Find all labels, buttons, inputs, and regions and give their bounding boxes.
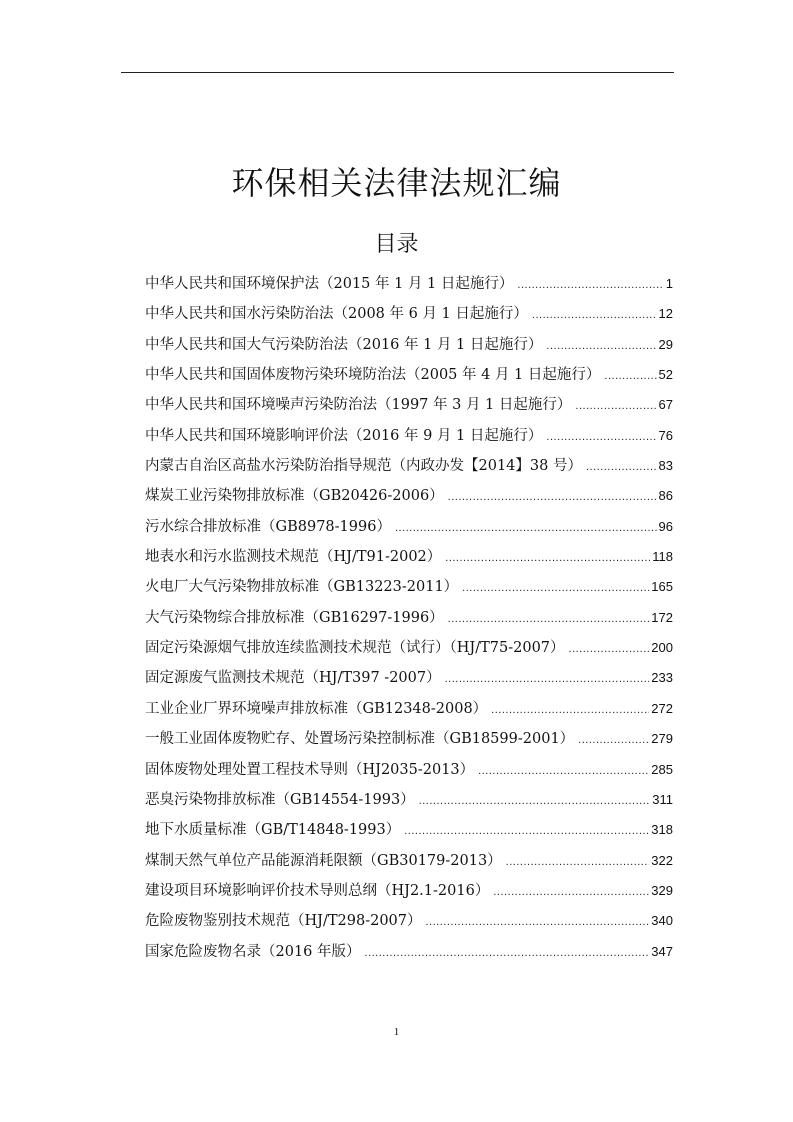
toc-entry-page[interactable]: 285	[651, 761, 673, 777]
toc-entry-title[interactable]: 恶臭污染物排放标准（GB14554-1993）	[145, 791, 415, 808]
toc-entry-title[interactable]: 火电厂大气污染物排放标准（GB13223-2011）	[145, 579, 459, 596]
toc-entry-page[interactable]: 76	[658, 427, 673, 443]
toc-entry-page[interactable]: 12	[658, 306, 673, 322]
toc-entry-title[interactable]: 中华人民共和国环境影响评价法（2016 年 9 月 1 日起施行）	[145, 427, 543, 444]
toc-dot-leader	[404, 825, 649, 837]
page-number: 1	[393, 1026, 400, 1038]
toc-entry[interactable]	[145, 727, 673, 757]
toc-entry-page[interactable]: 322	[651, 852, 673, 868]
toc-dot-leader	[546, 431, 656, 443]
toc-dot-leader	[395, 522, 657, 534]
toc-entry[interactable]	[145, 545, 673, 575]
toc-entry-title[interactable]: 固定污染源烟气排放连续监测技术规范（试行）（HJ/T75-2007）	[145, 640, 565, 657]
toc-entry-title[interactable]: 工业企业厂界环境噪声排放标准（GB12348-2008）	[145, 700, 488, 717]
toc-entry-page[interactable]: 200	[651, 640, 673, 656]
toc-entry-title[interactable]: 中华人民共和国大气污染防治法（2016 年 1 月 1 日起施行）	[145, 336, 543, 353]
toc-dot-leader	[586, 461, 657, 473]
toc-entry-title[interactable]: 固定源废气监测技术规范（HJ/T397 -2007）	[145, 670, 441, 687]
header-rule	[121, 72, 674, 73]
toc-entry[interactable]	[145, 363, 673, 393]
toc-entry[interactable]	[145, 272, 673, 302]
toc-entry-title[interactable]: 国家危险废物名录（2016 年版）	[145, 943, 361, 960]
toc-dot-leader	[426, 916, 650, 928]
table-of-contents	[145, 272, 673, 970]
toc-dot-leader	[448, 613, 650, 625]
toc-entry-title[interactable]: 一般工业固体废物贮存、处置场污染控制标准（GB18599-2001）	[145, 731, 575, 748]
toc-entry[interactable]	[145, 758, 673, 788]
toc-entry-title[interactable]: 地表水和污水监测技术规范（HJ/T91-2002）	[145, 549, 442, 566]
toc-entry-title[interactable]: 煤炭工业污染物排放标准（GB20426-2006）	[145, 488, 444, 505]
toc-entry-page[interactable]: 52	[658, 367, 673, 383]
toc-entry[interactable]	[145, 393, 673, 423]
toc-entry-page[interactable]: 279	[651, 731, 673, 747]
toc-entry-title[interactable]: 地下水质量标准（GB/T14848-1993）	[145, 822, 401, 839]
toc-entry[interactable]	[145, 515, 673, 545]
toc-dot-leader	[478, 765, 649, 777]
toc-entry[interactable]	[145, 849, 673, 879]
toc-entry-title[interactable]: 中华人民共和国水污染防治法（2008 年 6 月 1 日起施行）	[145, 306, 528, 323]
toc-entry[interactable]	[145, 636, 673, 666]
toc-entry[interactable]	[145, 575, 673, 605]
toc-dot-leader	[491, 704, 649, 716]
toc-entry-page[interactable]: 311	[652, 791, 673, 807]
toc-entry-page[interactable]: 318	[651, 822, 673, 838]
toc-entry-title[interactable]: 煤制天然气单位产品能源消耗限额（GB30179-2013）	[145, 852, 502, 869]
toc-dot-leader	[575, 400, 656, 412]
toc-entry-page[interactable]: 347	[651, 943, 673, 959]
toc-entry[interactable]	[145, 454, 673, 484]
toc-entry-title[interactable]: 建设项目环境影响评价技术导则总纲（HJ2.1-2016）	[145, 882, 490, 899]
toc-dot-leader	[365, 947, 650, 959]
toc-entry-title[interactable]: 固体废物处理处置工程技术导则（HJ2035-2013）	[145, 761, 475, 778]
toc-dot-leader	[532, 309, 657, 321]
toc-entry-page[interactable]: 96	[658, 518, 673, 534]
toc-dot-leader	[604, 370, 656, 382]
toc-entry-page[interactable]: 118	[652, 549, 673, 565]
toc-entry-title[interactable]: 大气污染物综合排放标准（GB16297-1996）	[145, 609, 444, 626]
toc-dot-leader	[462, 582, 649, 594]
toc-entry-page[interactable]: 165	[651, 579, 673, 595]
toc-entry-page[interactable]: 233	[651, 670, 673, 686]
toc-dot-leader	[546, 340, 656, 352]
toc-entry[interactable]	[145, 302, 673, 332]
toc-entry[interactable]	[145, 484, 673, 514]
toc-entry[interactable]	[145, 606, 673, 636]
toc-entry[interactable]	[145, 818, 673, 848]
toc-entry-title[interactable]: 中华人民共和国环境噪声污染防治法（1997 年 3 月 1 日起施行）	[145, 397, 572, 414]
toc-entry-page[interactable]: 340	[651, 913, 673, 929]
toc-entry-page[interactable]: 329	[651, 882, 673, 898]
toc-entry-page[interactable]: 67	[658, 397, 673, 413]
toc-entry[interactable]	[145, 940, 673, 970]
toc-entry-page[interactable]: 29	[658, 336, 673, 352]
toc-entry[interactable]	[145, 424, 673, 454]
toc-dot-leader	[445, 552, 650, 564]
toc-entry-page[interactable]: 1	[665, 276, 673, 291]
toc-entry-page[interactable]: 172	[651, 609, 673, 625]
toc-entry[interactable]	[145, 788, 673, 818]
toc-entry-title[interactable]: 污水综合排放标准（GB8978-1996）	[145, 518, 391, 535]
toc-entry-title[interactable]: 内蒙古自治区高盐水污染防治指导规范（内政办发【2014】38 号）	[145, 458, 582, 475]
toc-entry-title[interactable]: 危险废物鉴别技术规范（HJ/T298-2007）	[145, 913, 422, 930]
toc-entry[interactable]	[145, 879, 673, 909]
toc-dot-leader	[448, 491, 657, 503]
toc-entry[interactable]	[145, 909, 673, 939]
toc-entry[interactable]	[145, 333, 673, 363]
toc-heading: 目录	[374, 232, 419, 257]
toc-dot-leader	[517, 279, 663, 291]
document-title: 环保相关法律法规汇编	[231, 164, 562, 203]
toc-entry-page[interactable]: 272	[651, 700, 673, 716]
toc-entry-title[interactable]: 中华人民共和国环境保护法（2015 年 1 月 1 日起施行）	[145, 276, 514, 292]
toc-entry[interactable]	[145, 666, 673, 696]
toc-entry-page[interactable]: 83	[658, 458, 673, 474]
toc-dot-leader	[445, 673, 650, 685]
toc-dot-leader	[506, 856, 650, 868]
toc-dot-leader	[569, 643, 650, 655]
toc-entry[interactable]	[145, 697, 673, 727]
toc-dot-leader	[578, 734, 649, 746]
toc-dot-leader	[493, 886, 649, 898]
toc-dot-leader	[419, 795, 651, 807]
toc-entry-title[interactable]: 中华人民共和国固体废物污染环境防治法（2005 年 4 月 1 日起施行）	[145, 367, 601, 384]
toc-entry-page[interactable]: 86	[658, 488, 673, 504]
